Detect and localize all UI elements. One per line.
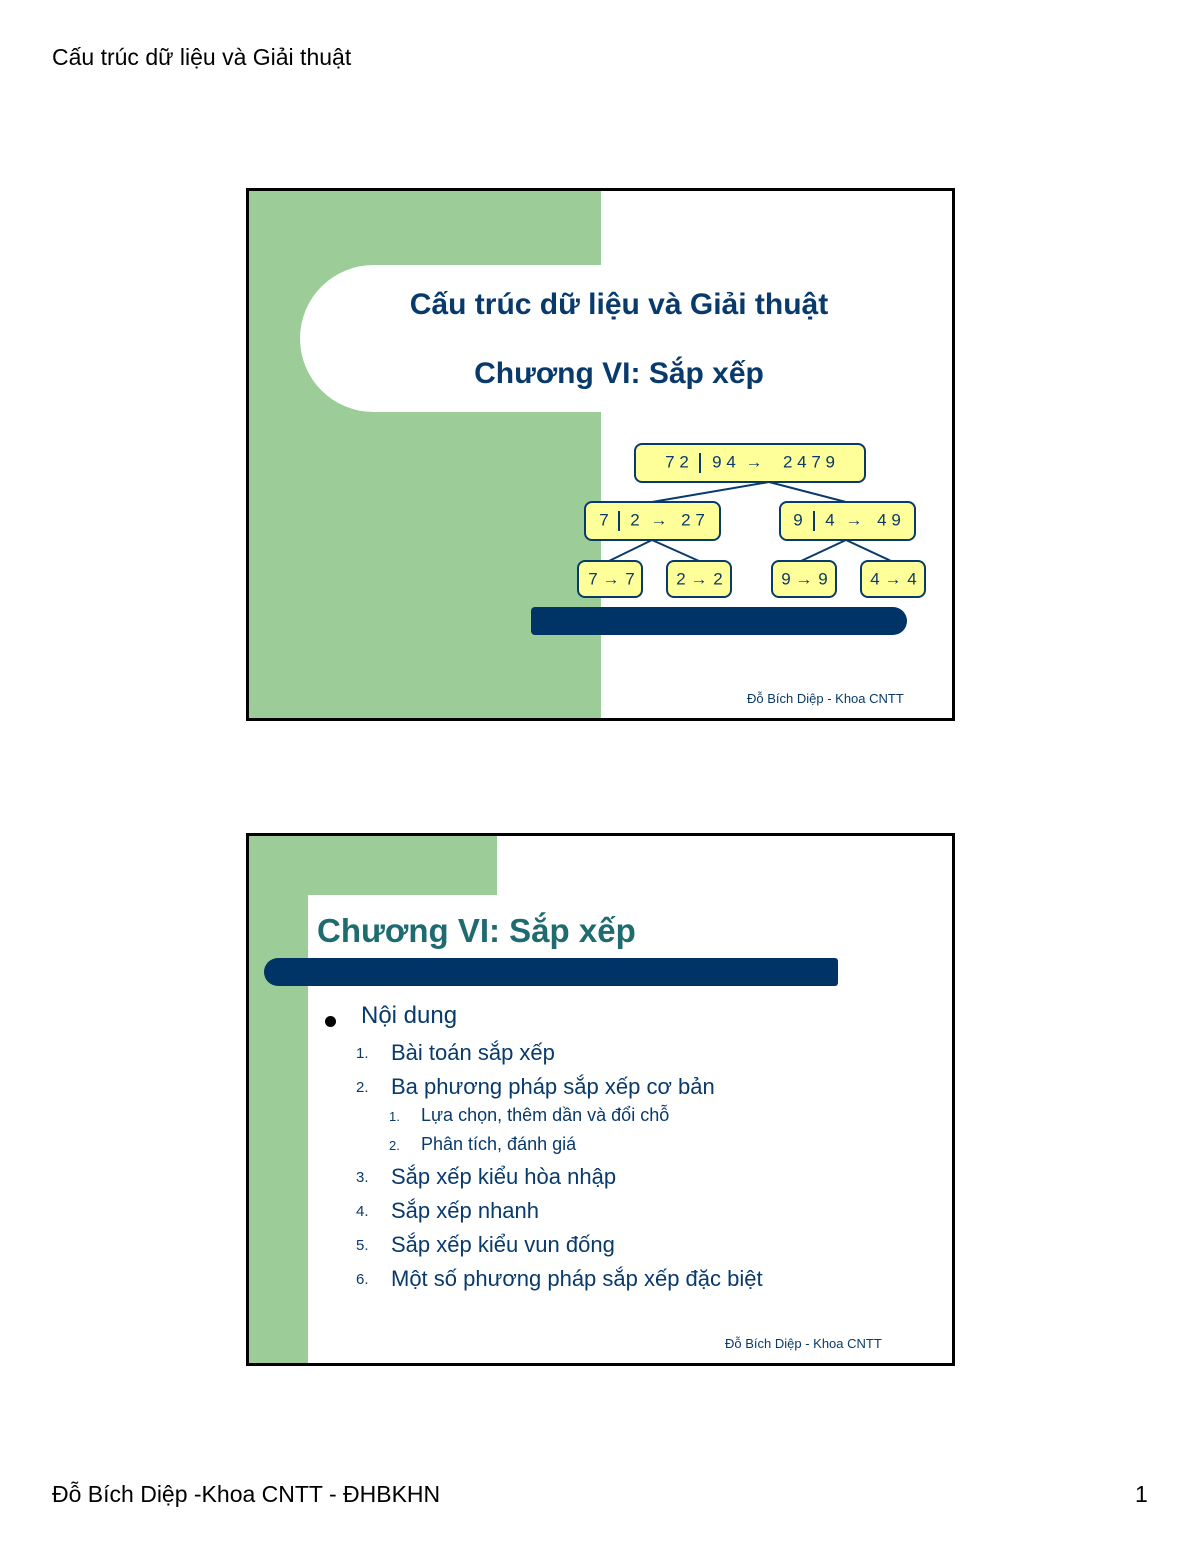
- tree-edge: [609, 540, 652, 561]
- tree-node-root: [635, 444, 865, 482]
- tree-node-level1-right: [780, 502, 915, 540]
- svg-text:2 7: 2 7: [681, 510, 705, 530]
- bullet-icon: [325, 1016, 336, 1027]
- tree-edge: [846, 540, 891, 561]
- decorative-bar: [531, 607, 907, 635]
- svg-text:4: 4: [907, 569, 917, 589]
- tree-leaf: [861, 561, 925, 597]
- arrow-icon: →: [845, 510, 863, 530]
- svg-text:2: 2: [676, 569, 686, 589]
- node-right-part: 9 4: [712, 452, 736, 472]
- node-result: 2 4 7 9: [783, 452, 835, 472]
- svg-text:4: 4: [825, 510, 835, 530]
- svg-text:9: 9: [818, 569, 828, 589]
- slide-title: [246, 188, 955, 721]
- arrow-icon: →: [745, 452, 763, 472]
- slide-title: Chương VI: Sắp xếp: [317, 912, 636, 949]
- arrow-icon: →: [690, 569, 708, 589]
- merge-sort-tree-diagram: [249, 191, 952, 718]
- slide-title-main: Cấu trúc dữ liệu và Giải thuật: [409, 288, 829, 321]
- tree-leaf: [667, 561, 731, 597]
- arrow-icon: →: [795, 569, 813, 589]
- tree-leaf: [578, 561, 642, 597]
- slide-credit: Đỗ Bích Diệp - Khoa CNTT: [725, 1336, 882, 1351]
- tree-edge: [652, 482, 769, 502]
- svg-text:7: 7: [599, 510, 609, 530]
- svg-text:2: 2: [630, 510, 640, 530]
- arrow-icon: →: [884, 569, 902, 589]
- bullet-heading: Nội dung: [361, 1002, 458, 1029]
- svg-text:9: 9: [793, 510, 803, 530]
- node-left-part: 7 2: [665, 452, 689, 472]
- arrow-icon: →: [602, 569, 620, 589]
- page-header: Cấu trúc dữ liệu và Giải thuật: [52, 44, 352, 70]
- page-number: 1: [1135, 1481, 1148, 1507]
- slide-credit: Đỗ Bích Diệp - Khoa CNTT: [747, 691, 904, 706]
- svg-text:9: 9: [781, 569, 791, 589]
- tree-node-level1-left: [585, 502, 720, 540]
- decorative-bar: [264, 958, 838, 986]
- arrow-icon: →: [650, 510, 668, 530]
- svg-text:7: 7: [588, 569, 598, 589]
- green-tab: [308, 836, 497, 895]
- green-band: [249, 836, 308, 1363]
- slide-subtitle: Chương VI: Sắp xếp: [474, 357, 764, 390]
- tree-leaf: [772, 561, 836, 597]
- svg-text:4 9: 4 9: [877, 510, 901, 530]
- page-footer: Đỗ Bích Diệp -Khoa CNTT - ĐHBKHN: [52, 1481, 441, 1507]
- tree-edge: [652, 540, 699, 561]
- slide-contents: Chương VI: Sắp xếp Nội dung 1. Bài toán sắp xếp 2. Ba phương pháp sắp xếp cơ bản 1. Lựa chọn, thêm dần và đổi chỗ 2. Phân tích, đánh giá 3. Sắp xếp kiểu hòa nhập 4. Sắp xếp nhanh 5. Sắp xếp kiểu vun đống 6. Một số phương pháp sắp xếp đặc biệt Đỗ Bích Diệp - Khoa CNTT: [246, 833, 955, 1366]
- svg-text:4: 4: [870, 569, 880, 589]
- svg-text:2: 2: [713, 569, 723, 589]
- tree-edge: [801, 540, 846, 561]
- svg-text:7: 7: [625, 569, 635, 589]
